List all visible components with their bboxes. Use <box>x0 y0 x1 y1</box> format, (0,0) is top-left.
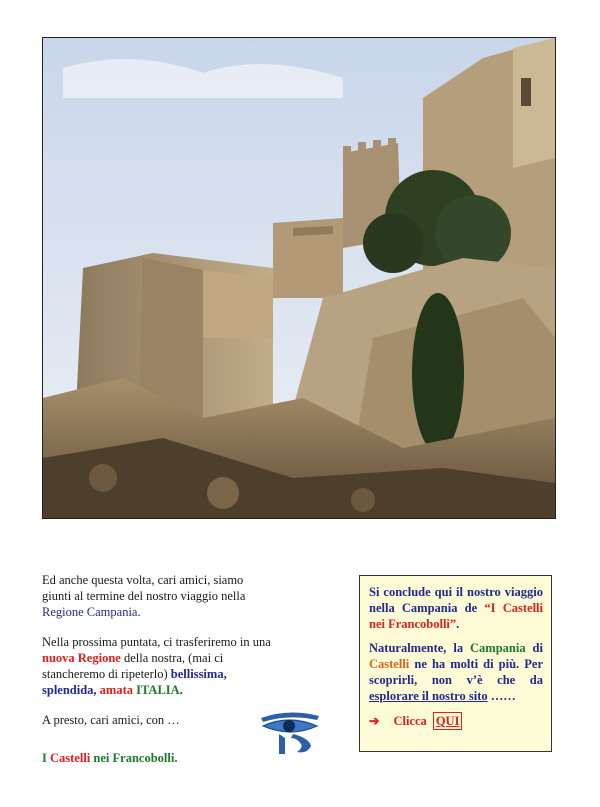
explore-site-link[interactable]: esplorare il nostro sito <box>369 689 488 703</box>
campania-text: Campania <box>470 641 526 655</box>
italia-text-a: ITA <box>136 683 158 697</box>
castle-photo <box>42 37 556 519</box>
castelli-text: Castelli <box>369 657 410 671</box>
bellissima-text: bellissima, splendida, <box>42 667 227 697</box>
signature: I Castelli nei Francobolli. <box>42 751 178 765</box>
clicca-row <box>369 712 543 730</box>
regione-campania: Regione Campania <box>42 605 138 619</box>
arrow-right-icon: ➔ <box>369 714 380 728</box>
clicca-label: Clicca <box>393 714 427 728</box>
amata-text: amata <box>99 683 133 697</box>
eye-of-horus-icon <box>257 708 321 758</box>
intro-text <box>42 572 272 780</box>
callout-paragraph-1: Si conclude qui il nostro viaggio nella Campania de “I Castelli nei Francobolli”. <box>369 585 544 631</box>
callout-box <box>359 575 552 752</box>
callout-paragraph-2: Naturalmente, la Campania di Castelli ne ha molti di più. Per scoprirli, non v’è che da esplorare il nostro sito …… <box>369 641 543 703</box>
castelli-title: “I Castelli nei Francobolli” <box>369 601 544 631</box>
paragraph-1: Ed anche questa volta, cari amici, siamo giunti al termine del nostro viaggio nella Regione Campania. <box>42 573 246 619</box>
italia-text-b: LIA <box>157 683 180 697</box>
signature-castelli: Castelli <box>50 751 91 765</box>
paragraph-3: A presto, cari amici, con … <box>42 713 180 727</box>
qui-link[interactable]: QUI <box>433 712 463 730</box>
nuova-regione: nuova Regione <box>42 651 121 665</box>
paragraph-2: Nella prossima puntata, ci trasferiremo in una nuova Regione della nostra, (mai ci stancheremo di ripeterlo) bellissima, splendida, amata ITALIA. <box>42 635 271 697</box>
